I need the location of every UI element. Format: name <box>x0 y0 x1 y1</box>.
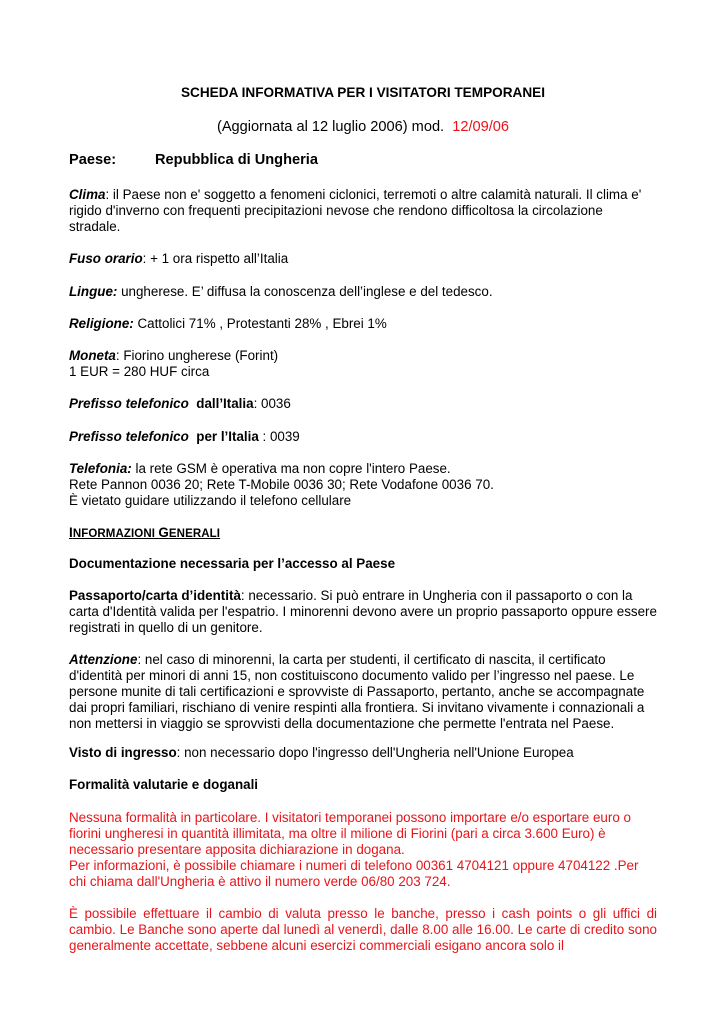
prefisso-value: : 0036 <box>253 396 291 411</box>
update-note: (Aggiornata al 12 luglio 2006) mod. <box>216 119 445 135</box>
country-heading <box>69 152 318 168</box>
country-name: Repubblica di Ungheria <box>155 152 318 168</box>
religione-label: Religione: <box>69 316 134 331</box>
section-header-text: NFORMAZIONI <box>72 528 159 540</box>
section-header-informazioni-generali <box>69 525 657 542</box>
prefisso-label: Prefisso telefonico <box>69 429 189 444</box>
fuso-orario-text: : + 1 ora rispetto all’Italia <box>142 251 289 266</box>
telefonia-text: la rete GSM è operativa ma non copre l'intero Paese. <box>131 461 451 476</box>
prefisso-label: Prefisso telefonico <box>69 396 189 411</box>
modification-date: 12/09/06 <box>452 119 510 135</box>
lingue-text: ungherese. E’ diffusa la conoscenza dell’inglese e del tedesco. <box>117 284 493 299</box>
country-label: Paese: <box>69 152 117 168</box>
document-title: SCHEDA INFORMATIVA PER I VISITATORI TEMPORANEI <box>180 85 546 100</box>
prefisso-value: : 0039 <box>258 429 300 444</box>
lingue-label: Lingue: <box>69 284 118 299</box>
telefonia-networks: Rete Pannon 0036 20; Rete T-Mobile 0036 30; Rete Vodafone 0036 70. <box>69 477 494 492</box>
visto-paragraph <box>69 745 657 761</box>
passaporto-text: : necessario. Si può entrare in Ungheria con il passaporto o con la carta d'Identità valida per l'espatrio. I minorenni devono avere un proprio passaporto oppure essere registrati in quello di un genitore. <box>69 588 657 635</box>
prefisso-per-italia-paragraph <box>69 429 657 445</box>
prefisso-dall-italia-paragraph <box>69 396 657 412</box>
document-subtitle <box>69 119 657 135</box>
fuso-orario-paragraph <box>69 251 657 267</box>
clima-text: : il Paese non e' soggetto a fenomeni ciclonici, terremoti o altre calamità naturali. Il clima e' rigido d'inverno con frequenti precipitazioni nevose che rendono difficoltosa la circolazione stradale. <box>69 187 642 234</box>
prefisso-direction: per l’Italia <box>196 429 259 444</box>
telefonia-label: Telefonia: <box>69 461 132 476</box>
section-header-cap: I <box>69 525 73 540</box>
telefonia-paragraph <box>69 461 657 509</box>
exchange-rate: 1 EUR = 280 HUF circa <box>69 364 210 379</box>
visto-label: Visto di ingresso <box>69 745 177 760</box>
religione-paragraph <box>69 316 657 332</box>
section-header-cap: G <box>158 525 169 540</box>
lingue-paragraph <box>69 284 657 300</box>
attenzione-label: Attenzione <box>69 652 138 667</box>
moneta-paragraph <box>69 348 657 380</box>
formalita-contacts: Per informazioni, è possibile chiamare i numeri di telefono 00361 4704121 oppure 4704122 .Per chi chiama dall'Ungheria è attivo il numero verde 06/80 203 724. <box>69 858 639 889</box>
prefisso-direction: dall’Italia <box>196 396 254 411</box>
clima-paragraph <box>69 187 657 235</box>
cambio-paragraph: È possibile effettuare il cambio di valuta presso le banche, presso i cash points o gli uffici di cambio. Le Banche sono aperte dal lunedì al venerdì, dalle 8.00 alle 16.00. Le carte di credito sono generalmente accettate, sebbene alcuni esercizi commerciali esigano ancora solo il <box>69 906 657 953</box>
clima-label: Clima <box>69 187 106 202</box>
moneta-label: Moneta <box>69 348 116 363</box>
visto-text: : non necessario dopo l'ingresso dell'Ungheria nell'Unione Europea <box>176 745 574 760</box>
attenzione-text: : nel caso di minorenni, la carta per studenti, il certificato di nascita, il certificato d'identità per minori di anni 15, non costituiscono documento valido per l’ingresso nel paese. Le persone munite di tali certificazioni e sprovviste di Passaporto, pertanto, anche se accompagnate dai propri familiari, rischiano di venire respinti alla frontiera. Si invitano vivamente i connazionali a non mettersi in viaggio se sprovvisti della documentazione che permette l'entrata nel Paese. <box>69 652 645 731</box>
moneta-text: : Fiorino ungherese (Forint) <box>115 348 279 363</box>
formalita-text: Nessuna formalità in particolare. I visitatori temporanei possono importare e/o esportare euro o fiorini ungheresi in quantità illimitata, ma oltre il milione di Fiorini (pari a circa 3.600 Euro) è necessario presentare apposita dichiarazione in dogana. <box>69 810 631 857</box>
formalita-heading: Formalità valutarie e doganali <box>69 777 259 792</box>
formalita-paragraph <box>69 810 657 890</box>
section-header-text: ENERALI <box>168 528 221 540</box>
attenzione-paragraph <box>69 652 657 732</box>
documentazione-heading: Documentazione necessaria per l’accesso al Paese <box>69 556 396 571</box>
religione-text: Cattolici 71% , Protestanti 28% , Ebrei 1% <box>133 316 387 331</box>
fuso-orario-label: Fuso orario <box>69 251 143 266</box>
telefonia-warning: È vietato guidare utilizzando il telefono cellulare <box>69 493 352 508</box>
passaporto-label: Passaporto/carta d’identità <box>69 588 241 603</box>
passaporto-paragraph <box>69 588 657 636</box>
